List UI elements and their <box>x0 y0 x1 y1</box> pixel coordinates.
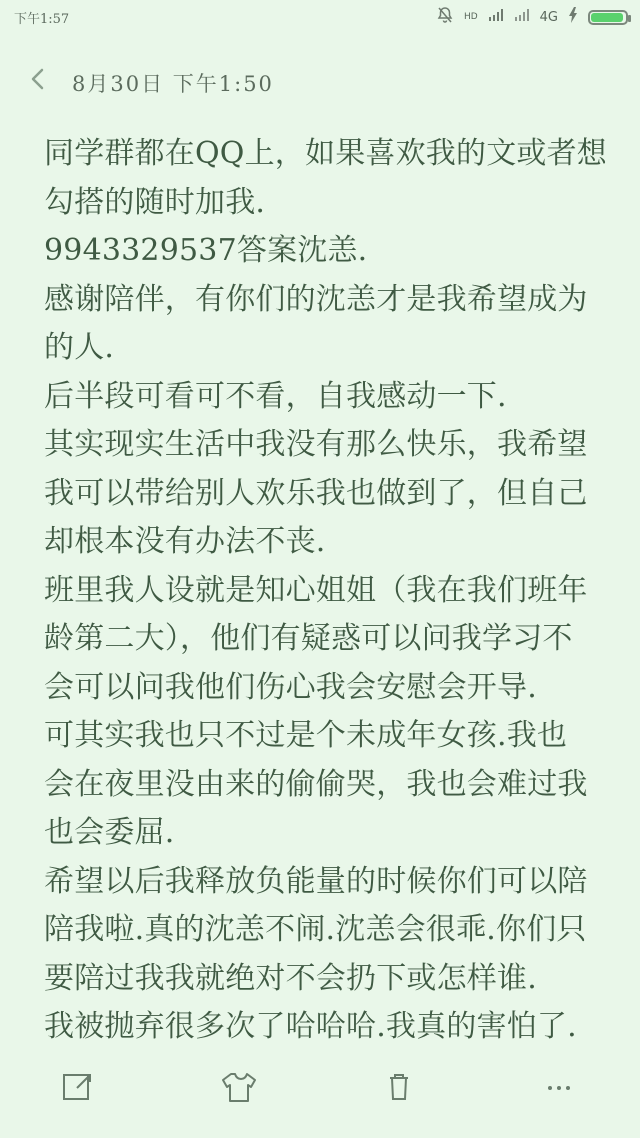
battery-icon <box>588 10 628 25</box>
note-line: 感谢陪伴，有你们的沈恙才是我希望成为 <box>44 281 588 317</box>
open-external-icon[interactable] <box>56 1065 102 1111</box>
note-date: 8月30日 下午1:50 <box>72 72 274 96</box>
note-line: 会在夜里没由来的偷偷哭，我也会难过我 <box>44 766 588 802</box>
chevron-left-icon[interactable] <box>24 65 54 95</box>
note-line: 其实现实生活中我没有那么快乐，我希望 <box>44 427 588 462</box>
note-line: 班里我人设就是知心姐姐（我在我们班年 <box>44 572 588 608</box>
note-line: 也会委屈. <box>44 815 175 850</box>
note-line: 后半段可看可不看，自我感动一下. <box>44 378 507 414</box>
note-line: 9943329537答案沈恙. <box>44 233 368 268</box>
mute-icon <box>436 6 454 28</box>
note-header <box>0 58 640 104</box>
more-icon[interactable] <box>536 1065 582 1111</box>
theme-shirt-icon[interactable] <box>216 1065 262 1111</box>
note-content <box>44 130 607 1044</box>
note-line: 我被抛弃很多次了哈哈哈.我真的害怕了. <box>44 1009 577 1044</box>
bottom-toolbar <box>0 1044 640 1138</box>
note-line: 龄第二大），他们有疑惑可以问我学习不 <box>44 621 573 656</box>
status-time: 下午1:57 <box>14 12 70 27</box>
hd-badge: HD <box>463 12 478 22</box>
battery-fill <box>591 13 623 22</box>
signal-icon <box>514 7 530 27</box>
note-line: 我可以带给别人欢乐我也做到了，但自己 <box>44 475 588 511</box>
status-right <box>436 6 628 28</box>
note-line: 勾搭的随时加我. <box>44 184 266 220</box>
note-line: 陪我啦.真的沈恙不闹.沈恙会很乖.你们只 <box>44 912 587 947</box>
note-line: 可其实我也只不过是个未成年女孩.我也 <box>44 718 568 753</box>
note-line: 却根本没有办法不丧. <box>44 524 326 559</box>
note-line: 同学群都在QQ上，如果喜欢我的文或者想 <box>44 136 607 171</box>
note-line: 希望以后我释放负能量的时候你们可以陪 <box>44 863 588 899</box>
note-line: 要陪过我我就绝对不会扔下或怎样谁. <box>44 960 537 996</box>
signal-icon <box>488 7 504 27</box>
charging-icon <box>568 7 578 27</box>
note-line: 的人. <box>44 330 115 365</box>
note-line: 会可以问我他们伤心我会安慰会开导. <box>44 669 537 705</box>
status-bar <box>0 0 640 36</box>
network-label: 4G <box>539 9 558 25</box>
trash-icon[interactable] <box>376 1065 422 1111</box>
